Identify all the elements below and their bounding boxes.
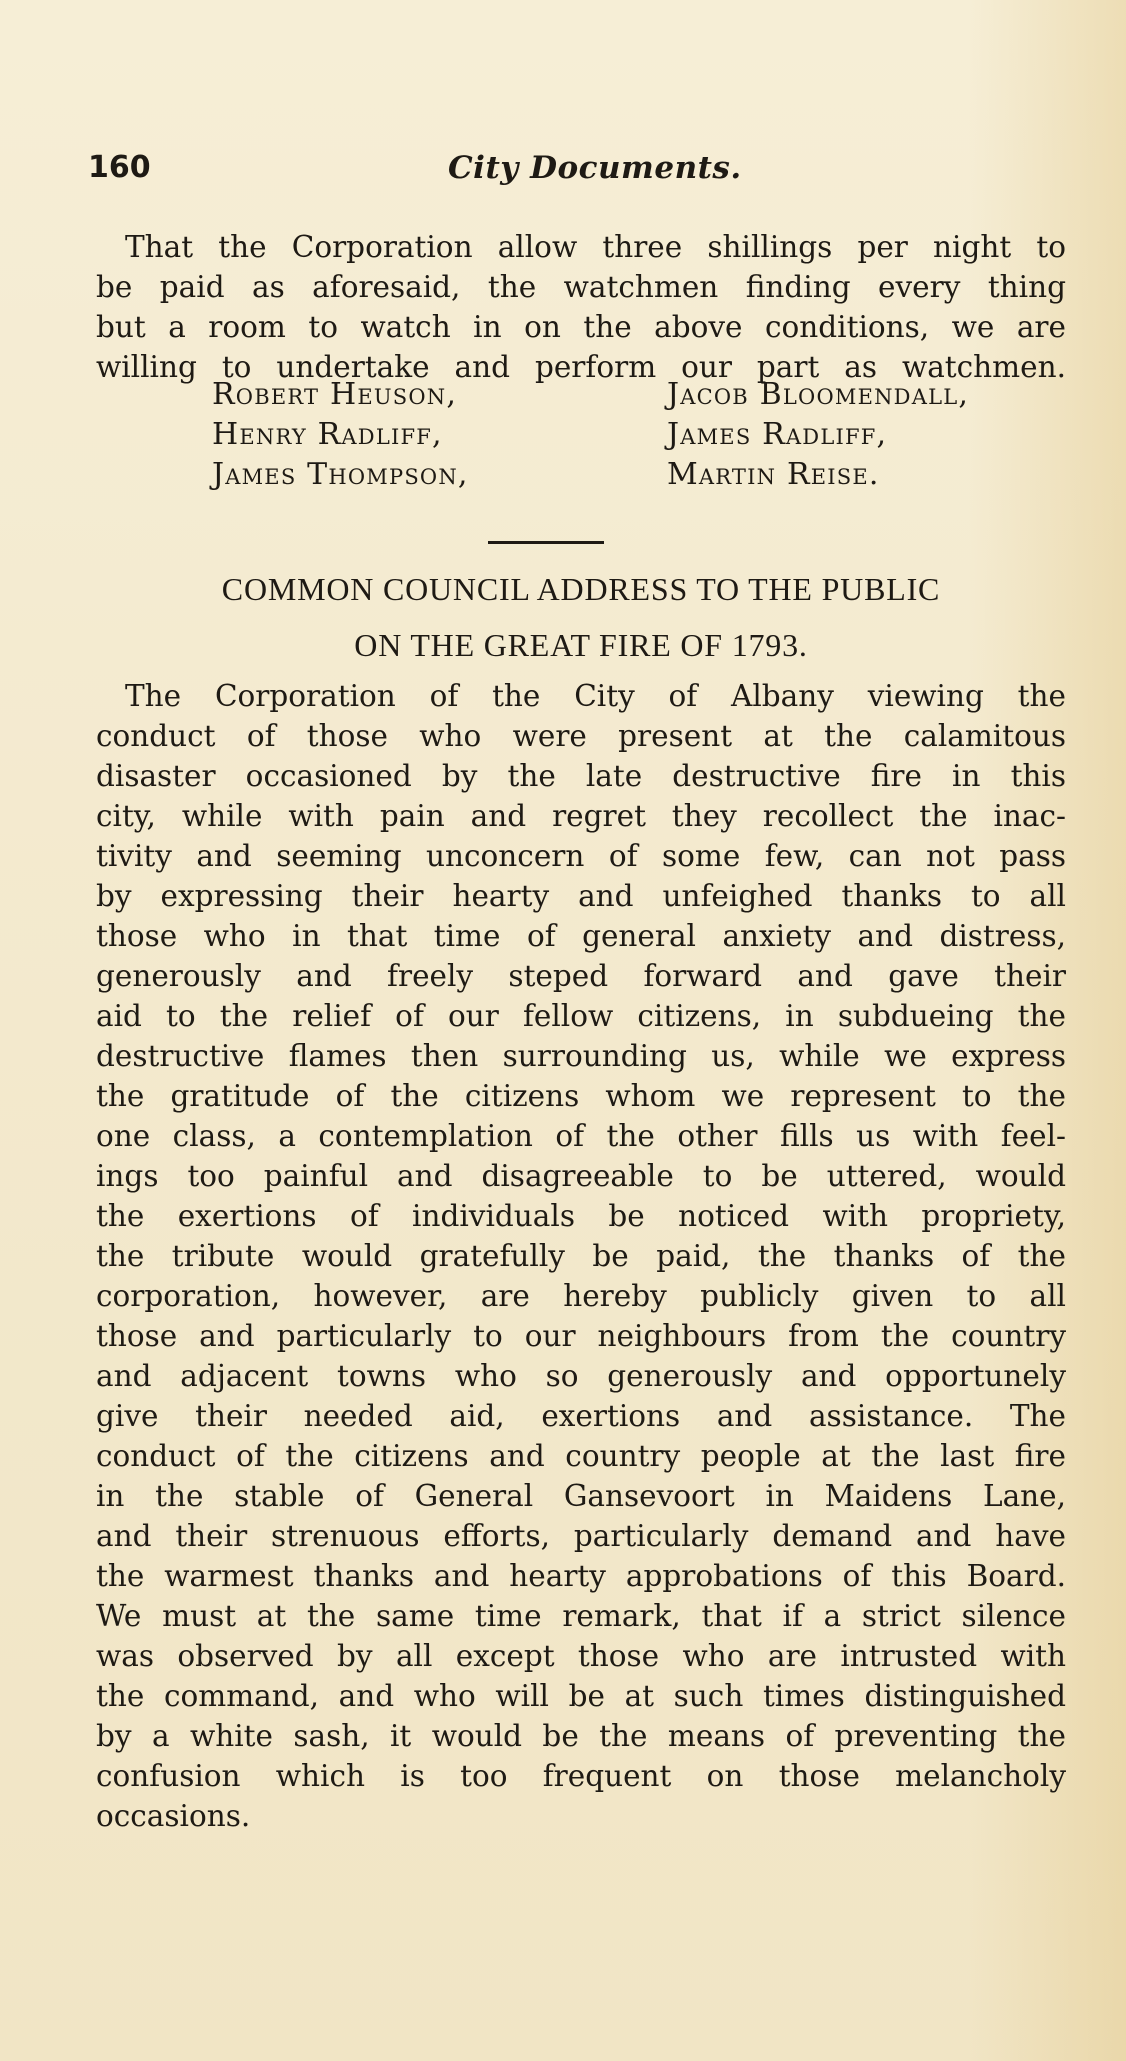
body-line: confusion which is too frequent on those melancholy xyxy=(96,1759,1066,1793)
section-divider-rule xyxy=(488,541,604,544)
signatory-row xyxy=(212,415,1072,455)
opening-line: willing to undertake and perform our part as watchmen. xyxy=(96,350,1066,384)
section-heading-line2: ON THE GREAT FIRE OF 1793. xyxy=(354,627,808,663)
body-line: and their strenuous efforts, particularly demand and have xyxy=(96,1519,1066,1553)
body-line: the warmest thanks and hearty approbations of this Board. xyxy=(96,1559,1066,1593)
body-line: corporation, however, are hereby publicly given to all xyxy=(96,1279,1066,1313)
body-line: disaster occasioned by the late destructive fire in this xyxy=(96,759,1066,793)
body-line: conduct of the citizens and country people at the last fire xyxy=(96,1439,1066,1473)
body-line: ings too painful and disagreeable to be uttered, would xyxy=(96,1159,1066,1193)
signatory-name: James Thompson, xyxy=(212,457,469,492)
body-line: generously and freely steped forward and gave their xyxy=(96,959,1066,993)
section-heading-line1: COMMON COUNCIL ADDRESS TO THE PUBLIC xyxy=(221,571,941,607)
running-title: City Documents. xyxy=(448,150,742,186)
body-line: destructive flames then surrounding us, while we express xyxy=(96,1039,1066,1073)
opening-line: That the Corporation allow three shillings per night to xyxy=(125,230,1066,264)
page-number: 160 xyxy=(88,150,151,185)
opening-line: be paid as aforesaid, the watchmen finding every thing xyxy=(96,270,1066,304)
body-line: the gratitude of the citizens whom we represent to the xyxy=(96,1079,1066,1113)
body-line: give their needed aid, exertions and assistance. The xyxy=(96,1399,1066,1433)
body-line: those who in that time of general anxiety and distress, xyxy=(96,919,1066,953)
body-line: one class, a contemplation of the other fills us with feel- xyxy=(96,1119,1066,1153)
body-line: in the stable of General Gansevoort in Maidens Lane, xyxy=(96,1479,1066,1513)
body-line: the exertions of individuals be noticed with propriety, xyxy=(96,1199,1066,1233)
body-line: by a white sash, it would be the means of preventing the xyxy=(96,1719,1066,1753)
body-line: was observed by all except those who are intrusted with xyxy=(96,1639,1066,1673)
body-line: tivity and seeming unconcern of some few, can not pass xyxy=(96,839,1066,873)
signatory-name: Jacob Bloomendall, xyxy=(667,377,970,412)
body-line-last: occasions. xyxy=(96,1799,251,1833)
signatory-name: Robert Heuson, xyxy=(212,377,458,412)
body-line: city, while with pain and regret they recollect the inac- xyxy=(96,799,1066,833)
body-line: and adjacent towns who so generously and opportunely xyxy=(96,1359,1066,1393)
page-header xyxy=(88,150,1048,198)
body-line: those and particularly to our neighbours from the country xyxy=(96,1319,1066,1353)
opening-line: but a room to watch in on the above conditions, we are xyxy=(96,310,1066,344)
signatory-name: Henry Radliff, xyxy=(212,417,443,452)
signatory-row xyxy=(212,455,1072,495)
body-line: The Corporation of the City of Albany viewing the xyxy=(125,679,1066,713)
signatory-name: Martin Reise. xyxy=(667,457,880,492)
body-line: conduct of those who were present at the calamitous xyxy=(96,719,1066,753)
signatory-name: James Radliff, xyxy=(667,417,888,452)
signatory-row xyxy=(212,375,1072,415)
body-line: We must at the same time remark, that if a strict silence xyxy=(96,1599,1066,1633)
signatories-block xyxy=(212,375,1072,495)
body-line: aid to the relief of our fellow citizens, in subdueing the xyxy=(96,999,1066,1033)
body-line: by expressing their hearty and unfeighed thanks to all xyxy=(96,879,1066,913)
body-line: the tribute would gratefully be paid, the thanks of the xyxy=(96,1239,1066,1273)
body-line: the command, and who will be at such times distinguished xyxy=(96,1679,1066,1713)
